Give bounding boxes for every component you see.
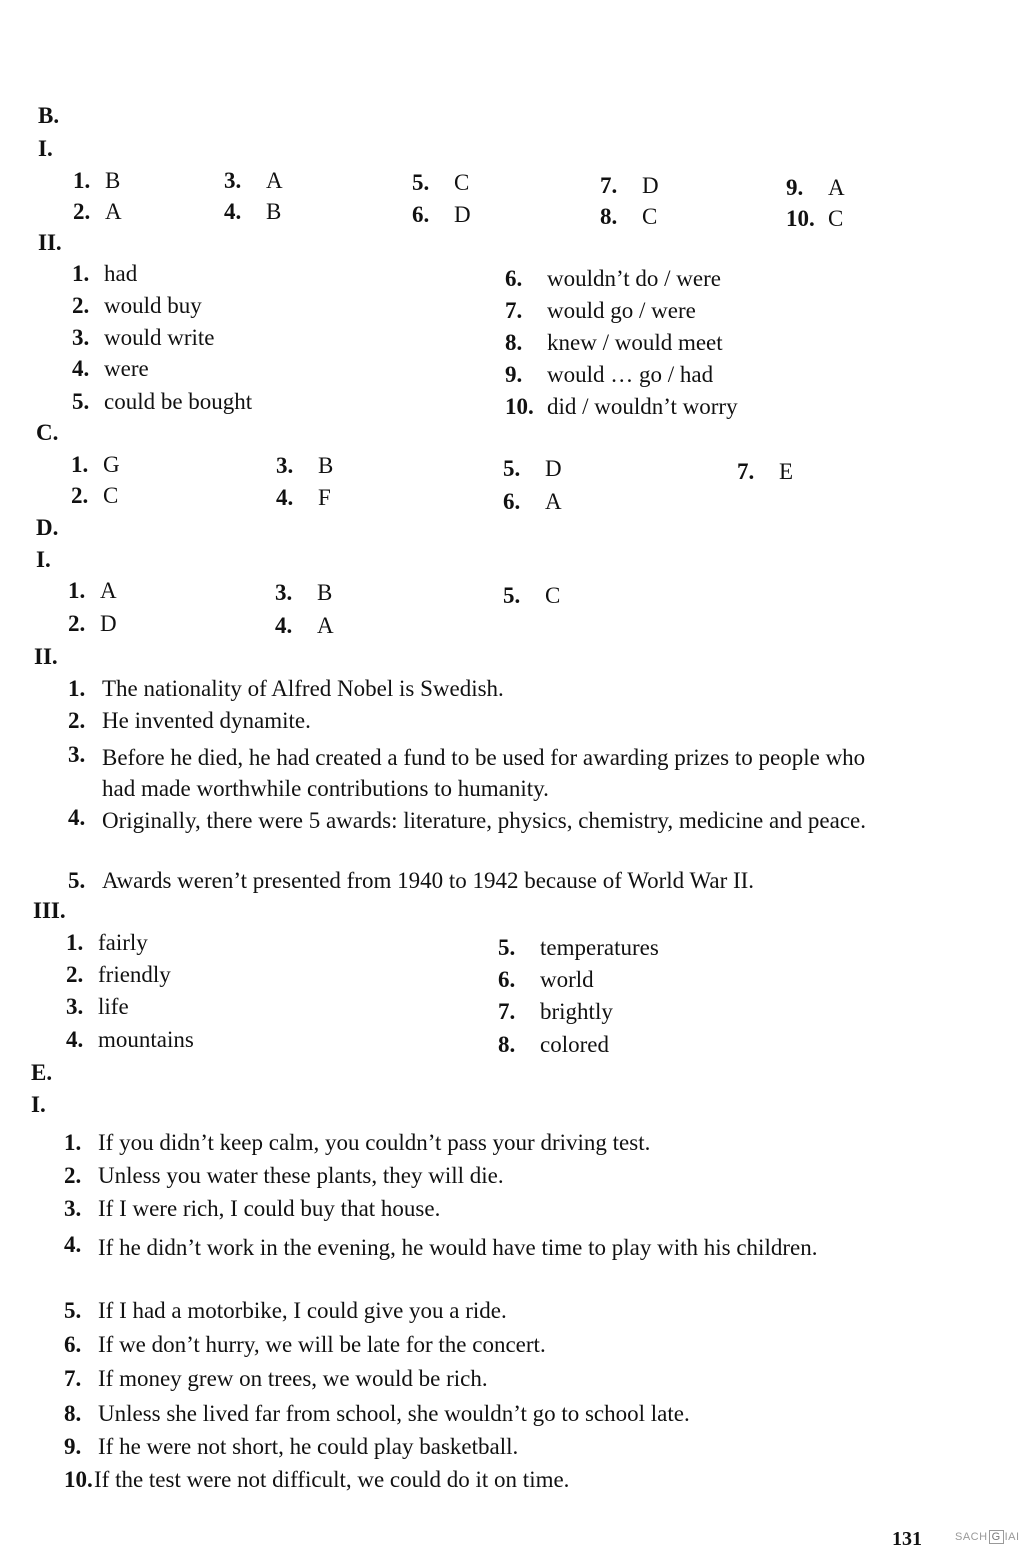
section-c-heading: C. <box>36 420 59 445</box>
list-item: 6. world <box>498 967 594 992</box>
list-item: 3. Before he died, he had created a fund to be used for awarding prizes to people who had made worthwhile contributions to humanity. <box>68 742 866 801</box>
page-number: 131 <box>892 1528 922 1550</box>
section-d-heading: D. <box>36 515 59 540</box>
list-item: 2. would buy <box>72 293 202 318</box>
list-item: 4. mountains <box>66 1027 194 1052</box>
list-item: 10. C <box>786 206 844 231</box>
list-item: 1. If you didn’t keep calm, you couldn’t pass your driving test. <box>64 1130 651 1155</box>
list-item: 4. were <box>72 356 149 381</box>
list-item: 3. A <box>224 168 283 193</box>
list-item: 3. If I were rich, I could buy that house. <box>64 1196 441 1221</box>
list-item: 6. If we don’t hurry, we will be late for the concert. <box>64 1332 546 1357</box>
list-item: 8. knew / would meet <box>505 330 723 355</box>
list-item: 2. He invented dynamite. <box>68 708 311 733</box>
list-item: 6. D <box>412 202 471 227</box>
list-item: 1. had <box>72 261 138 286</box>
list-item: 9. A <box>786 175 845 200</box>
list-item: 3. life <box>66 994 129 1019</box>
list-item: 7. E <box>737 459 794 484</box>
list-item: 10.If the test were not difficult, we could do it on time. <box>64 1467 570 1492</box>
section-b-heading: B. <box>38 103 60 128</box>
list-item: 5. If I had a motorbike, I could give you a ride. <box>64 1298 507 1323</box>
list-item: 1. The nationality of Alfred Nobel is Swedish. <box>68 676 504 701</box>
list-item: 3. would write <box>72 325 215 350</box>
list-item: 5. C <box>503 583 561 608</box>
list-item: 9. If he were not short, he could play basketball. <box>64 1434 519 1459</box>
list-item: 4. A <box>275 613 334 638</box>
list-item: 1. G <box>71 452 120 477</box>
section-d-ii-heading: II. <box>34 644 58 669</box>
section-e-i-heading: I. <box>31 1092 46 1117</box>
section-b-ii-heading: II. <box>38 230 62 255</box>
list-item: 5. temperatures <box>498 935 659 960</box>
list-item: 5. Awards weren’t presented from 1940 to 1942 because of World War II. <box>68 868 755 893</box>
list-item: 2. Unless you water these plants, they will die. <box>64 1163 504 1188</box>
section-b-i-heading: I. <box>38 136 53 161</box>
list-item: 10. did / wouldn’t worry <box>505 394 738 419</box>
list-item: 1. fairly <box>66 930 148 955</box>
section-d-i-heading: I. <box>36 547 51 572</box>
list-item: 1. A <box>68 578 117 603</box>
list-item: 4. B <box>224 199 282 224</box>
list-item: 2. D <box>68 611 117 636</box>
list-item: 5. C <box>412 170 470 195</box>
list-item: 8. colored <box>498 1032 609 1057</box>
list-item: 4. If he didn’t work in the evening, he would have time to play with his children. <box>64 1232 818 1260</box>
list-item: 4. F <box>276 485 331 510</box>
list-item: 2. C <box>71 483 119 508</box>
list-item: 6. wouldn’t do / were <box>505 266 721 291</box>
list-item: 2. friendly <box>66 962 171 987</box>
publisher-logo: SACH G IAI <box>955 1531 1020 1543</box>
list-item: 1. B <box>73 168 121 193</box>
list-item: 7. would go / were <box>505 298 696 323</box>
list-item: 3. B <box>275 580 333 605</box>
list-item: 3. B <box>276 453 334 478</box>
section-e-heading: E. <box>31 1060 53 1085</box>
list-item: 7. D <box>600 173 659 198</box>
list-item: 5. D <box>503 456 562 481</box>
list-item: 2. A <box>73 199 122 224</box>
list-item: 8. C <box>600 204 658 229</box>
list-item: 6. A <box>503 489 562 514</box>
section-d-iii-heading: III. <box>33 898 66 923</box>
list-item: 7. If money grew on trees, we would be rich. <box>64 1366 488 1391</box>
list-item: 4. Originally, there were 5 awards: literature, physics, chemistry, medicine and peace. <box>68 805 867 833</box>
list-item: 8. Unless she lived far from school, she wouldn’t go to school late. <box>64 1401 690 1426</box>
list-item: 7. brightly <box>498 999 613 1024</box>
list-item: 5. could be bought <box>72 389 253 414</box>
list-item: 9. would … go / had <box>505 362 714 387</box>
